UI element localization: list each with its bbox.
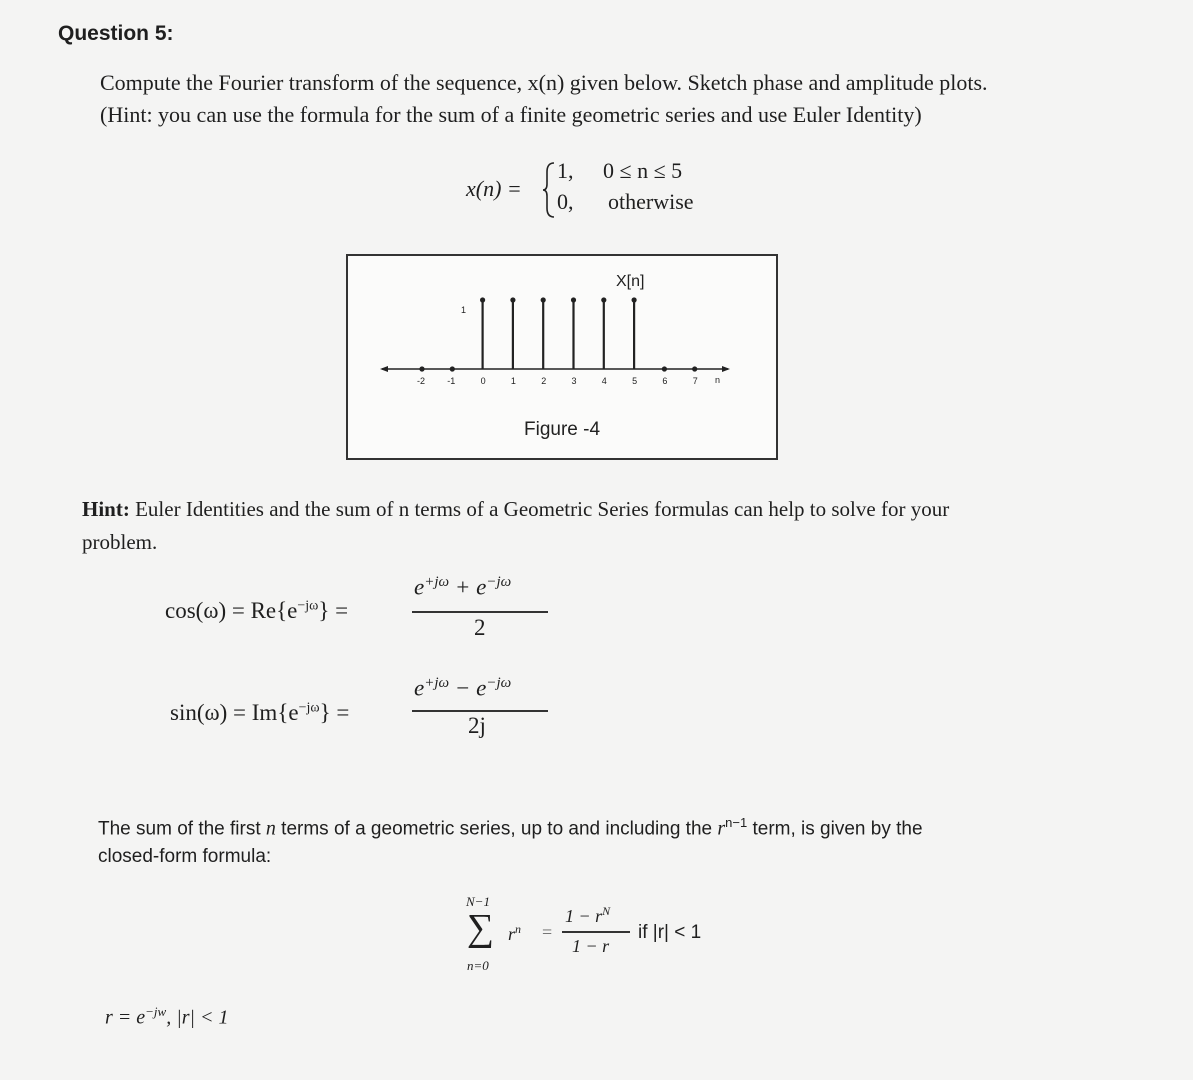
axis-arrow-left-icon [380,366,388,372]
geo-text-sup: n−1 [725,815,748,830]
signal-label: X[n] [616,273,645,290]
cos-num-op: + e [449,574,487,600]
stem-point [541,297,546,302]
tick-label: 4 [601,376,607,386]
stem-group [417,297,698,386]
sum-frac-denominator: 1 − r [572,936,610,956]
hint-line-2: problem. [82,530,158,554]
stem-point [692,366,697,371]
sin-fraction-bar [412,710,548,712]
sum-term-sup: n [515,922,522,936]
left-brace-icon [541,160,557,220]
figure-caption: Figure -4 [524,419,601,440]
cos-lhs-text: cos(ω) = Re{e [165,598,298,623]
geo-text-b: terms of a geometric series, up to and including the [275,818,718,840]
geo-text-c: term, is given by the [747,818,923,840]
sum-frac-num-sup: N [602,904,611,918]
stem-point [601,297,606,302]
sin-num-a-sup: +jω [424,675,450,691]
substitution-sup: −jw [145,1004,167,1019]
geo-text-r: r [717,817,726,840]
case-2-condition: otherwise [608,189,694,214]
sin-lhs-text: sin(ω) = Im{e [170,700,299,725]
stem-point [632,297,637,302]
hint-bold: Hint: [82,497,130,521]
sum-upper-limit: N−1 [466,894,490,909]
stem-point [419,366,424,371]
question-title: Question 5: [58,22,174,45]
tick-label: 2 [541,376,547,386]
case-1-value: 1, [557,158,574,183]
sin-lhs-sup: −jω [298,700,320,716]
cos-numerator [414,574,511,601]
substitution [105,1004,229,1030]
sum-equals: = [542,922,553,942]
hint-text-1: Euler Identities and the sum of n terms of a Geometric Series formulas can help to solve for your [129,497,950,521]
sin-denominator: 2j [468,713,486,738]
stem-plot [348,256,776,458]
sum-term [508,922,521,945]
substitution-a: r = e [105,1006,146,1029]
case-2-value: 0, [557,189,574,214]
amplitude-label: 1 [461,305,467,315]
tick-label: 1 [510,376,516,386]
substitution-b: , |r| < 1 [166,1006,229,1029]
sum-fraction-bar [562,931,630,933]
sum-term-base: r [508,924,516,944]
figure-box [346,254,778,460]
sum-condition: if |r| < 1 [638,922,702,943]
geometric-line-1 [98,815,923,840]
sum-frac-num-text: 1 − r [565,906,603,926]
cos-num-a-sup: +jω [424,574,450,590]
stem-point [662,366,667,371]
sum-frac-numerator [565,904,610,927]
axis-n-label: n [715,375,721,385]
cos-fraction-bar [412,611,548,613]
case-1-condition: 0 ≤ n ≤ 5 [603,158,683,183]
geo-text-n: n [265,817,276,840]
cos-lhs [165,598,348,624]
sin-num-b-sup: −jω [486,675,512,691]
geo-text-a: The sum of the first [98,818,266,840]
cos-num-b-sup: −jω [486,574,512,590]
prompt-line-1: Compute the Fourier transform of the sequence, x(n) given below. Sketch phase and amplitude plots. [100,70,988,95]
cos-num-a: e [414,574,425,600]
cos-lhs-sup: −jω [297,598,319,614]
definition-lhs: x(n) = [466,176,522,201]
tick-label: 0 [480,376,486,386]
stem-point [571,297,576,302]
sin-num-op: − e [449,675,487,701]
cos-denominator: 2 [474,615,486,640]
sum-lower-limit: n=0 [467,958,489,973]
sin-lhs [170,700,349,726]
tick-label: 3 [571,376,577,386]
hint-line-1 [82,497,949,522]
stem-point [480,297,485,302]
sin-numerator [414,675,511,702]
stem-point [450,366,455,371]
sin-lhs-close: } = [319,700,350,725]
tick-label: -2 [417,376,426,386]
sigma-icon: ∑ [467,907,495,949]
cos-lhs-close: } = [318,598,349,623]
sin-num-a: e [414,675,425,701]
tick-label: 5 [632,376,638,386]
stem-point [510,297,515,302]
geometric-line-2: closed-form formula: [98,846,272,867]
tick-label: 6 [662,376,668,386]
prompt-line-2: (Hint: you can use the formula for the sum of a finite geometric series and use Euler Identity) [100,102,922,127]
axis-arrow-right-icon [722,366,730,372]
tick-label: 7 [692,376,698,386]
tick-label: -1 [447,376,456,386]
